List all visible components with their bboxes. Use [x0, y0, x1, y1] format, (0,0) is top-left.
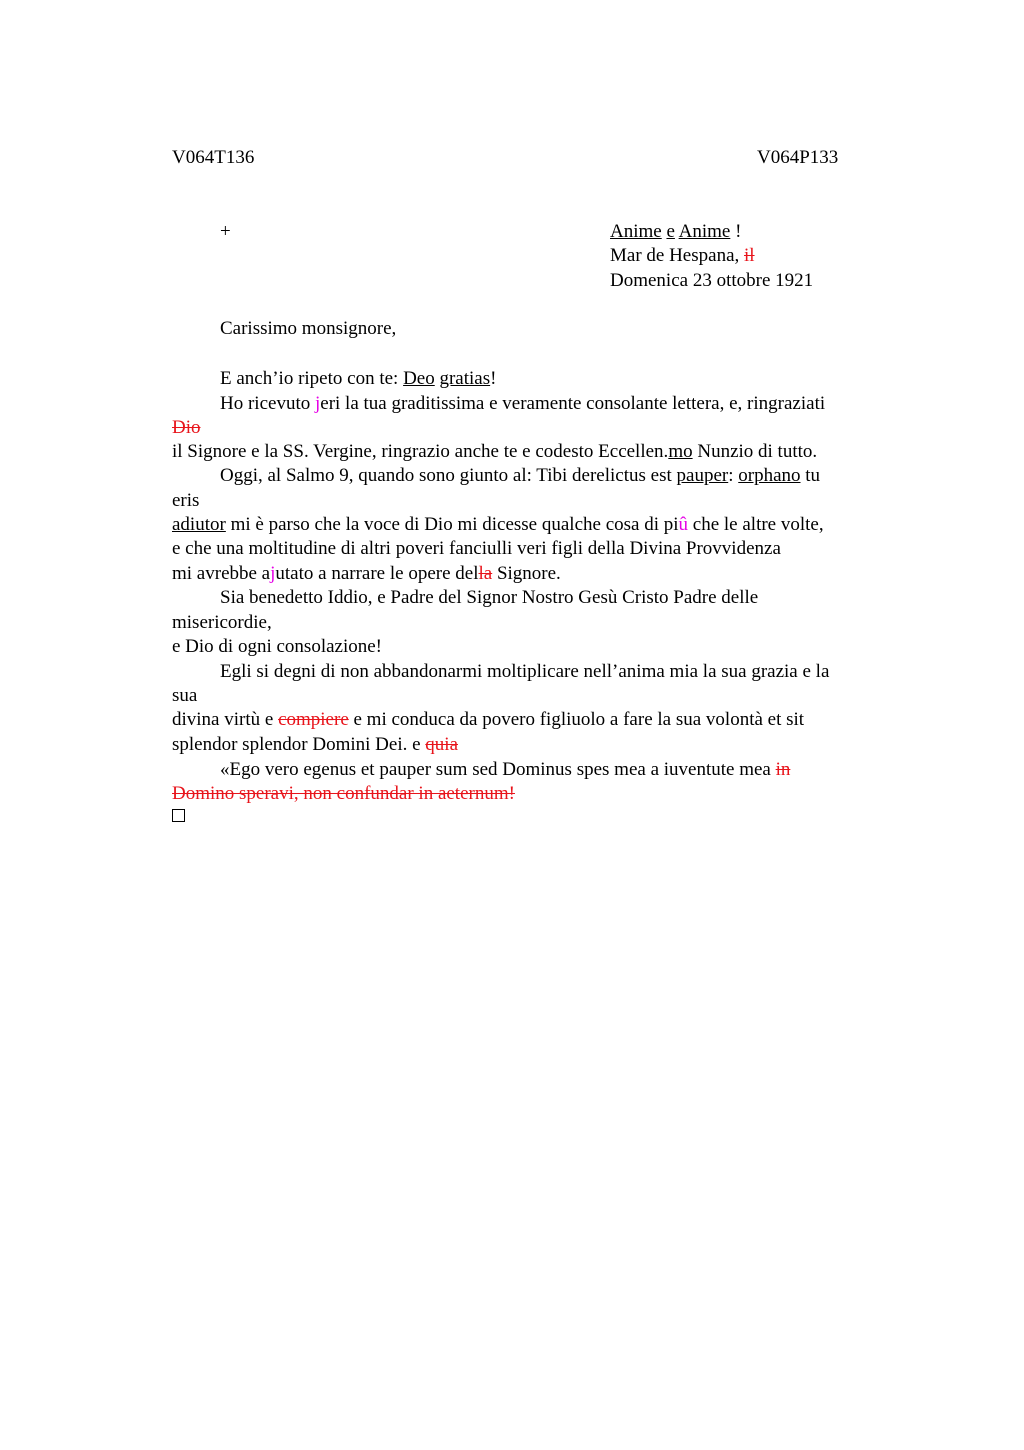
deleted-text: Domino speravi, non confundar in aeternum!: [172, 783, 515, 804]
deleted-text: compiere: [278, 709, 349, 730]
inserted-text: û: [678, 514, 689, 535]
paragraph-line: il Signore e la SS. Vergine, ringrazio anche te e codesto Eccellen.mo Nunzio di tutto.: [172, 441, 818, 462]
place-text: Mar de Hespana,: [610, 245, 745, 266]
paragraph-line: [172, 416, 201, 440]
paragraph-line: [172, 782, 515, 806]
paragraph-line: Ho ricevuto jeri la tua graditissima e veramente consolante lettera, e, ringraziati: [220, 393, 826, 414]
date-line: Domenica 23 ottobre 1921: [610, 270, 814, 291]
underlined-text: gratias: [439, 368, 491, 389]
header-left-code: V064T136: [172, 147, 255, 168]
motto-line: [610, 220, 741, 244]
paragraph-line: e che una moltitudine di altri poveri fanciulli veri figli della Divina Provvidenza: [172, 538, 781, 559]
inserted-text: j: [314, 393, 321, 414]
motto-end: !: [730, 221, 742, 242]
deleted-text: il: [744, 245, 755, 266]
paragraph-line: mi avrebbe ajutato a narrare le opere della Signore.: [172, 563, 561, 584]
underlined-text: mo: [668, 441, 693, 462]
end-square-icon: [172, 809, 185, 822]
paragraph-line: Egli si degni di non abbandonarmi moltiplicare nell’anima mia la sua grazia e la: [220, 661, 830, 682]
motto-word: Anime: [610, 221, 662, 242]
motto-word: Anime: [678, 221, 731, 242]
deleted-text: quia: [425, 734, 459, 755]
deleted-text: Dio: [172, 417, 201, 438]
paragraph-line: divina virtù e compiere e mi conduca da povero figliuolo a fare la sua volontà et sit: [172, 709, 805, 730]
inserted-text: j: [270, 563, 276, 584]
deleted-text: la: [478, 563, 493, 584]
paragraph-line: e Dio di ogni consolazione!: [172, 636, 383, 657]
underlined-text: Deo: [403, 368, 435, 389]
place-line: [610, 244, 755, 268]
paragraph-line: misericordie,: [172, 612, 272, 633]
underlined-text: adiutor: [172, 514, 226, 535]
underlined-text: pauper: [676, 465, 729, 486]
cross-mark: +: [220, 221, 231, 242]
paragraph-line: splendor splendor Domini Dei. e quia: [172, 734, 459, 755]
header-right-code: V064P133: [757, 147, 839, 168]
paragraph-line: eris: [172, 490, 200, 511]
motto-word: e: [666, 221, 675, 242]
deleted-text: in: [775, 759, 791, 780]
paragraph-line: E anch’io ripeto con te: Deo gratias!: [220, 368, 497, 389]
paragraph-line: Oggi, al Salmo 9, quando sono giunto al: Tibi derelictus est pauper: orphano tu: [220, 465, 821, 486]
underlined-text: orphano: [738, 465, 801, 486]
paragraph-line: Sia benedetto Iddio, e Padre del Signor Nostro Gesù Cristo Padre delle: [220, 587, 759, 608]
salutation: Carissimo monsignore,: [220, 318, 397, 339]
paragraph-line: adiutor mi è parso che la voce di Dio mi dicesse qualche cosa di piû che le altre volte,: [172, 514, 824, 535]
paragraph-line: sua: [172, 685, 198, 706]
paragraph-line: «Ego vero egenus et pauper sum sed Dominus spes mea a iuventute mea in: [220, 759, 791, 780]
